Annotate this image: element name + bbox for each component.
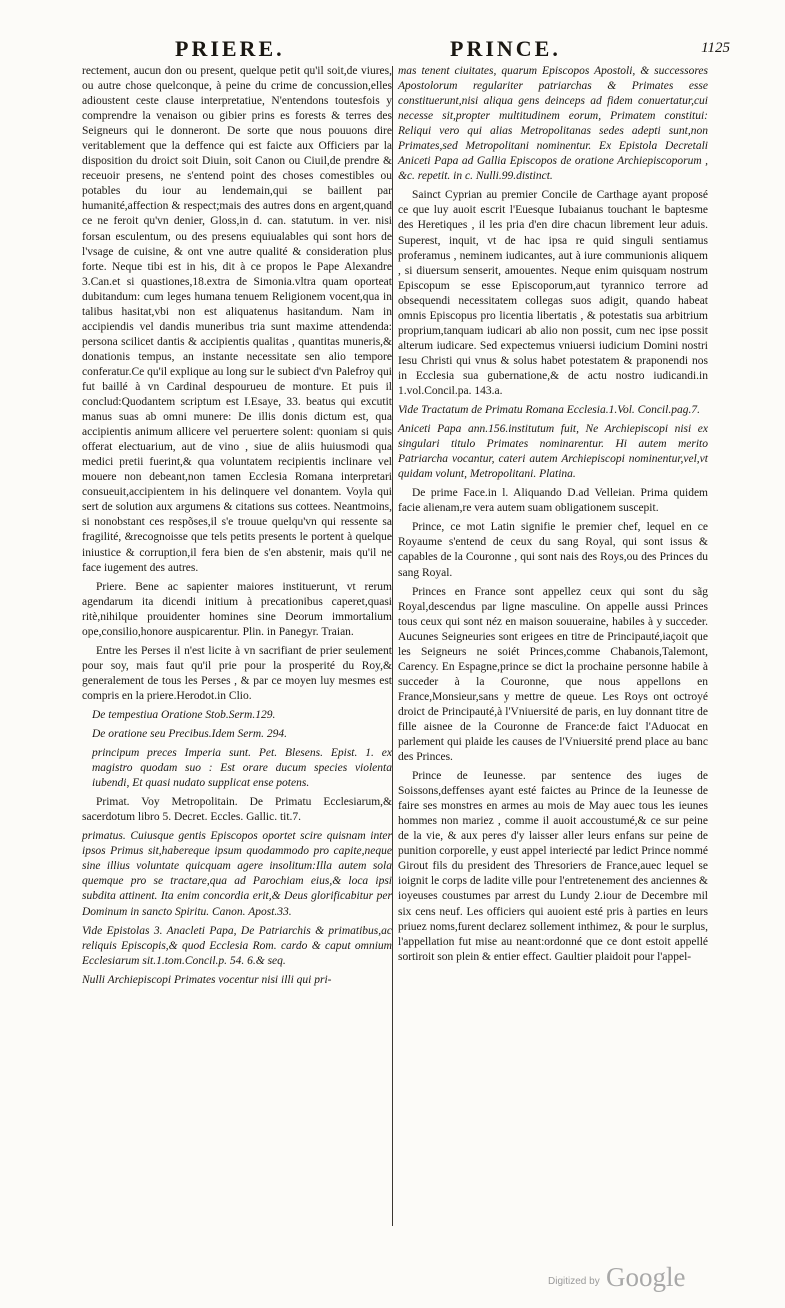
- paragraph-vide-epistolas: Vide Epistolas 3. Anacleti Papa, De Patriarchis & primatibus,ac reliquis Episcopis,& quod Ecclesia Rom. cardo & caput omnium Ecclesiarum sit.1.tom.Concil.p. 54. 6.& seq.: [82, 924, 392, 967]
- right-column: [398, 64, 708, 969]
- citation-oratione: De oratione seu Precibus.Idem Serm. 294.: [92, 728, 288, 741]
- paragraph-vide-tractatum: Vide Tractatum de Primatu Romana Ecclesia.1.Vol. Concil.pag.7.: [398, 404, 700, 417]
- column-divider: [392, 66, 393, 1226]
- left-column: [82, 64, 392, 992]
- watermark-small-text: Digitized by: [548, 1276, 600, 1287]
- paragraph-primatus: primatus. Cuiusque gentis Episcopos oportet scire quisnam inter ipsos Primus sit,habereque ipsum quodammodo pro capite,neque sine illius voluntate quicquam agere insolitum:Illa autem sola quemque pro se tractare,qua ad Parochiam eius,& loca ipsi subdita attinent. Ita enim concordia erit,& Deus glorificabitur per Dominum in sancto Spiritu. Canon. Apost.33.: [82, 830, 392, 918]
- paragraph-presens: rectement, aucun don ou present, quelque petit qu'il soit,de viures, ou autre chose quelconque, à peine du crime de concussion,elles adioustent ceste clause interpretatiue, N'entendons toutesfois y comprendre la venaison ou gibier prins es forests & terres des Seigneurs qui le donneront. De sorte que nous pouuons dire veritablement que la deffence qui est faicte aux Officiers par la disposition du droict soit Diuin, soit Canon ou Ciuil,de prendre & receuoir presens, ne s'entend point des choses comestibles ou potables du iour au lendemain,qui se baillent par humanité,affection & respect;mais des autres dons en argent,quand ce ne feroit qu'vn denier, Gloss,in d. can. statutum. in ver. nisi forsan esculentum, ou des presens equiualables qui sont hors de l'vsage de cuisine, & ont vne autre qualité & consideration plus forte. Neque tibi est in his, dit à ce propos le Pape Alexandre 3.Can.et si quastiones,18.extra de Simonia.vltra quam oporteat dubitandum: cum leges humana tenuem Religionem vocent,qua in talibus hasitat,vbi non est aliquatenus hasitandum. Nam in accipiendis vel dandis muneribus tria sunt maxime attendenda: persona scilicet dantis & accipientis qualitas , quantitas muneris,& donationis tempus, an instante necessitate sen alio tempore conferatur.Ce qu'il explique au long sur le subiect d'vn Palefroy qui fut baillé à vn Cardinal despourueu de monture. Et puis il conclud:Quodantem scriptum est I.Esaye, 33. beatus qui excutit manus suas ab omni munere: De illis donis dictum est, qua accipientis animum allicere vel peruertere solent: quoniam si quis offerat electuarium, aut de vino , siue de aliis huiusmodi qua medici pretii fuerint,& qua voluntatem recipientis inclinare vel mouere non debeant,non tamen Ecclesia Romana interpretari consueuit,accipientem in his delinquere vel donantem. Voyla qui sert de solution aux argumens & citations sus cottees. Neantmoins, si nonobstant ces respõses,il s'e trouue quelqu'vn qui ressente sa fragilité, &recognoisse que tels petits presents le portent à quelque iniustice & corruption,il fera bien de s'en abstenir, mais qu'il ne face iugement des autres.: [82, 65, 392, 574]
- paragraph-prime-face: De prime Face.in l. Aliquando D.ad Velleian. Prima quidem facie alienam,re vera autem suam obligationem suscepit.: [398, 487, 708, 515]
- running-head: [80, 36, 730, 62]
- paragraph-primat: Primat. Voy Metropolitain. De Primatu Ecclesiarum,& sacerdotum libro 5. Decret. Eccles. Gallic. tit.7.: [82, 796, 392, 824]
- running-head-center: PRINCE.: [450, 36, 561, 61]
- paragraph-nulli: Nulli Archiepiscopi Primates vocentur nisi illi qui pri-: [82, 973, 332, 986]
- paragraph-primas: mas tenent ciuitates, quarum Episcopos Apostoli, & successores Apostolorum regulariter patriarchas & Primates esse constituerunt,nisi aliqua gens deinceps ad fidem conuertatur,cui necesse sit,propter multitudinem eorum, Primatem constitui: Reliqui vero qui alias Metropolitanas sedes adepti sunt,non Primates,sed Metropolitani nominentur. Ex Epistola Decretali Aniceti Papa ad Gallia Episcopos de oratione Archiepiscoporum , &c. repetit. in c. Nulli.99.distinct.: [398, 65, 708, 183]
- paragraph-prince-ieunesse: Prince de Ieunesse. par sentence des iuges de Soissons,deffenses ayant esté faictes au Prince de la Ieunesse de faire ses monstres en armes au mois de May auec tous les ieunes hommes non mariez , comme il auoit accoustumé,& ce sur peine de la vie, & aux peres d'y laisser aller leurs enfans sur peine de punition corporelle, y eust appel interiecté par ledict Prince nommé Girout fils du president des Thresoriers de France,auec lequel se ioignit le corps de ladite ville pour l'entretenement des anciennes & ioyeuses coustumes par arrest du Lundy 2.iour de Decembre mil six cens neuf. Les officiers qui auoient esté pris à parties en leurs priuez noms,furent declarez sollement inthimez, & pour le surplus, l'appellation fut mise au neant:ordonné que ce dont estoit appellé sortiroit son plein & entier effect. Gaultier plaidoit pour l'appel-: [398, 770, 708, 963]
- paragraph-cyprian: Sainct Cyprian au premier Concile de Carthage ayant proposé ce que luy auoit escrit l'Euesque Iubaianus touchant le baptesme des Heretiques , il les pria d'en dire chacun librement leur aduis. Superest, inquit, vt de hac ipsa re quid singuli sentiamus proferamus , neminem iudicantes, aut à iure communionis aliquem , si diuersum senserit, amouentes. Neque enim quisquam nostrum Episcopum se esse Episcoporum,aut tyrannico terrore ad obsequendi necessitatem collegas suos adigit, quando habeat omnis Episcopus pro licentia libertatis , & potestatis sua arbitrium proprium,tanquam iudicari ab alio non possit, cum nec ipse possit alterum iudicare. Sed expectemus vniuersi iudicium Domini nostri Iesu Christi qui vnus & solus habet potestatem & praponendi nos in Ecclesia sua gubernatione,& de actu nostro iudicandi.in 1.vol.Concil.pa. 143.a.: [398, 189, 708, 397]
- page-number: 1125: [701, 40, 730, 56]
- paragraph-aniceti: Aniceti Papa ann.156.institutum fuit, Ne Archiepiscopi nisi ex singulari titulo Primates nominarentur. Hi autem merito Patriarcha vocantur, cateri autem Archiepiscopi nominentur,vel,vt quidam volunt, Metropolitani. Platina.: [398, 423, 708, 481]
- citation-principum: principum preces Imperia sunt. Pet. Blesens. Epist. 1. ex magistro quodam suo : Est orare ducum species violenta iubendi, Et quasi nudato supplicat ense potens.: [92, 747, 392, 790]
- paragraph-priere: Priere. Bene ac sapienter maiores instituerunt, vt rerum agendarum ita dicendi initium à precationibus caperet,quasi ritè,nihilque prouidenter homines sine Deorum immortalium ope,consilio,honore auspicarentur. Plin. in Panegyr. Traian.: [82, 580, 392, 638]
- digitized-watermark: [548, 1262, 748, 1294]
- running-head-left: PRIERE.: [175, 36, 285, 61]
- paragraph-princes-france: Princes en France sont appellez ceux qui sont du sãg Royal,descendus par ligne masculine. On appelle aussi Princes tous ceux qui sont néz en maison souueraine, habiles à y succeder. Aucunes Seigneuries sont erigees en titre de Principauté,iaçoit que les Seigneurs ne soiét Princes,comme Chabanois,Talemont, Carency. En Espagne,prince se dict la prochaine personne habile à succeder à la Couronne, que nous appellons en France,Monsieur,sans y mettre de queue. Les Roys ont octroyé droict de Principauté,à l'Vniuersité de paris, en luy donnant titre de fille aisnee de la Couronne de France:de faict l'Aduocat en parlement qui plaide les causes de l'Vniuersité prend place au banc des Princes.: [398, 585, 708, 764]
- paragraph-perses: Entre les Perses il n'est licite à vn sacrifiant de prier seulement pour soy, mais faut qu'il prie pour la prosperité du Roy,& generalement de tous les Perses , & par ce moyen luy mesmes est compris en la priere.Herodot.in Clio.: [82, 644, 392, 702]
- google-logo: Google: [606, 1262, 686, 1292]
- citation-tempestiua: De tempestiua Oratione Stob.Serm.129.: [92, 708, 276, 721]
- paragraph-prince: Prince, ce mot Latin signifie le premier chef, lequel en ce Royaume s'entend de ceux du sang Royal, qui sont issus & capables de la Couronne , qui sont nais des Roys,ou des Princes du sang Royal.: [398, 521, 708, 579]
